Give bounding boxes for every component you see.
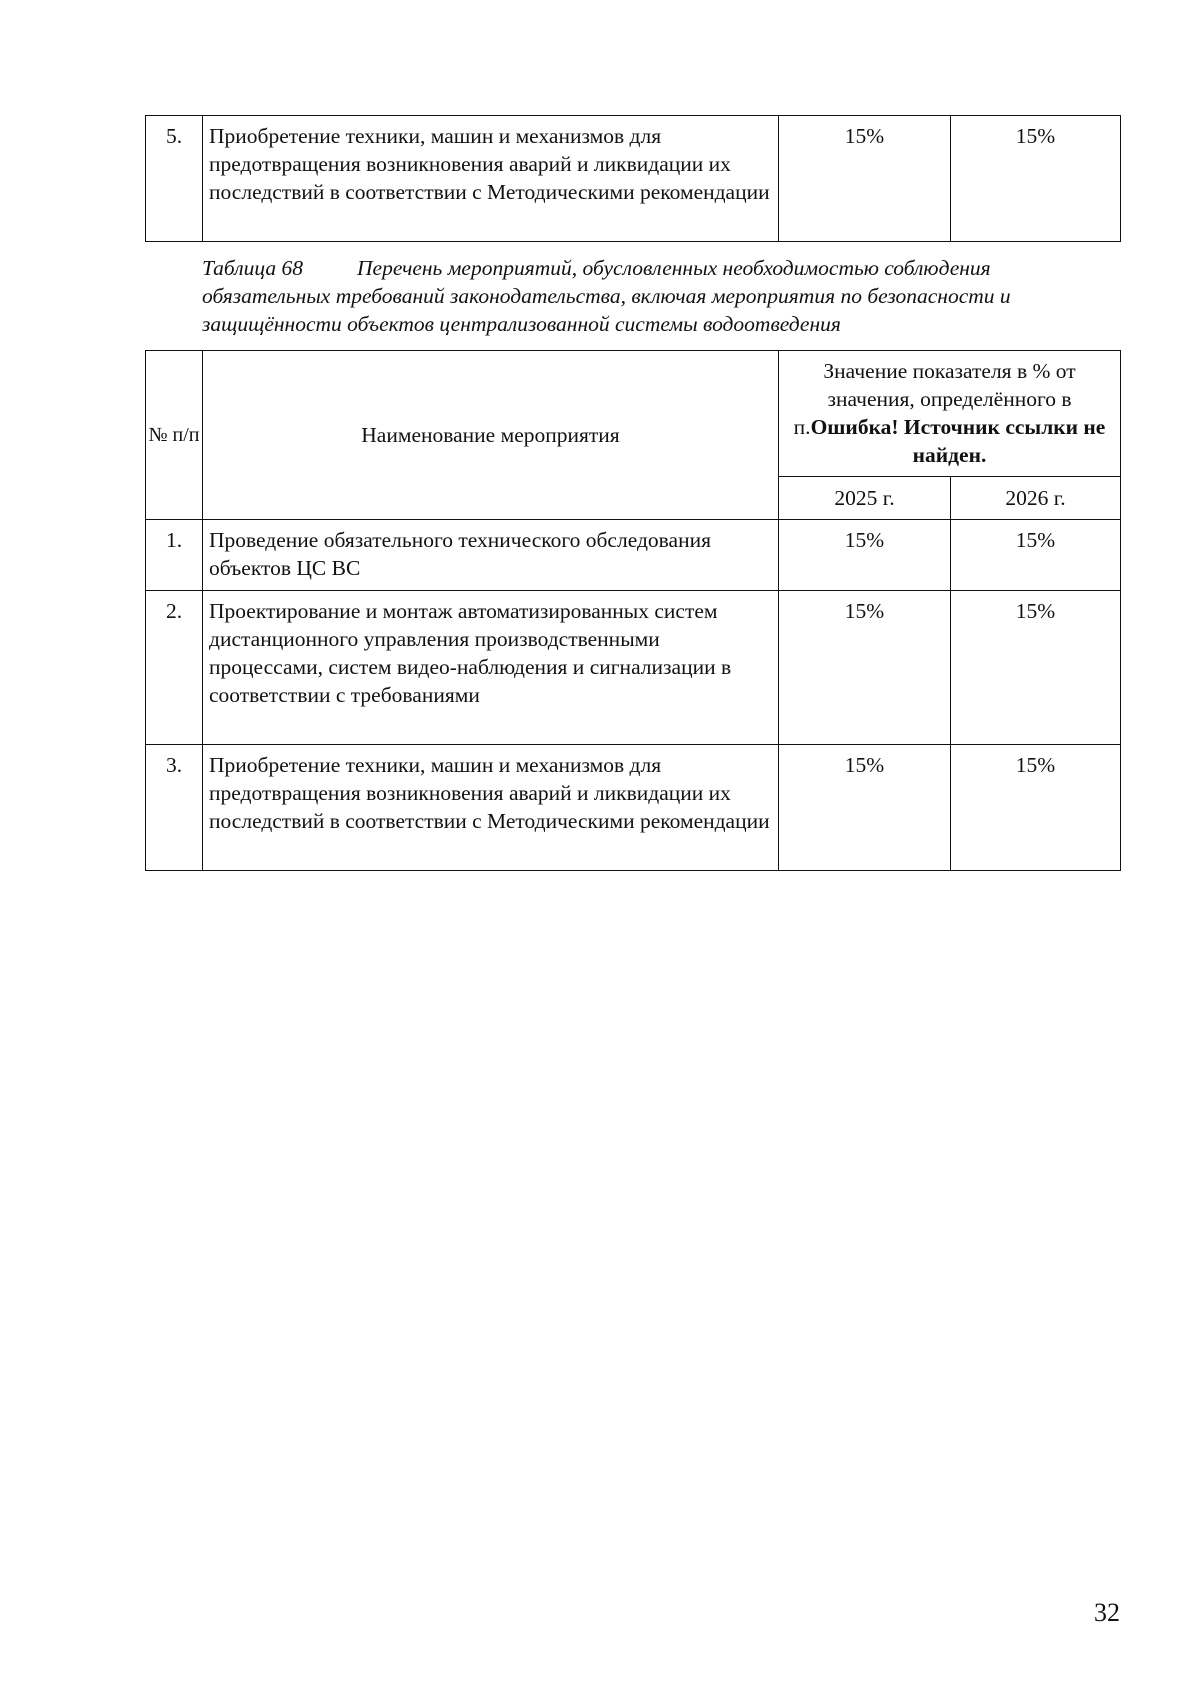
value-2026: 15% (951, 591, 1121, 745)
value-2026: 15% (951, 520, 1121, 591)
header-name: Наименование мероприятия (203, 351, 779, 520)
row-number: 5. (146, 116, 203, 242)
value-2025: 15% (779, 745, 951, 871)
table-caption-number: Таблица 68 (202, 256, 303, 280)
measure-name: Проектирование и монтаж автоматизированных систем дистанционного управления производственными процессами, систем видео-наблюдения и сигнализации в соответствии с требованиями (203, 591, 779, 745)
table-row (146, 520, 1121, 591)
header-value-error: Ошибка! Источник ссылки не найден. (810, 415, 1106, 467)
value-2025: 15% (779, 591, 951, 745)
measures-table (145, 350, 1121, 871)
measure-name: Проведение обязательного технического обследования объектов ЦС ВС (203, 520, 779, 591)
measure-name: Приобретение техники, машин и механизмов для предотвращения возникновения аварий и ликвидации их последствий в соответствии с Методическими рекомендации (203, 116, 779, 242)
table-row (146, 116, 1121, 242)
table-row (146, 745, 1121, 871)
table-caption-text: Перечень мероприятий, обусловленных необходимостью соблюдения обязательных требований законодательства, включая мероприятия по безопасности и защищённости объектов централизованной системы водоотведения (202, 256, 1011, 336)
page-number: 32 (1094, 1598, 1120, 1627)
table-header-row (146, 351, 1121, 477)
table-row (146, 591, 1121, 745)
header-year-2026: 2026 г. (951, 477, 1121, 520)
value-2025: 15% (779, 520, 951, 591)
value-2026: 15% (951, 116, 1121, 242)
row-number: 1. (146, 520, 203, 591)
value-2025: 15% (779, 116, 951, 242)
measure-name: Приобретение техники, машин и механизмов для предотвращения возникновения аварий и ликвидации их последствий в соответствии с Методическими рекомендации (203, 745, 779, 871)
table-caption (202, 254, 1120, 338)
value-2026: 15% (951, 745, 1121, 871)
header-year-2025: 2025 г. (779, 477, 951, 520)
header-value-prefix: Значение показателя в % от значения, определённого в п. (793, 359, 1076, 439)
header-value (779, 351, 1121, 477)
header-number: № п/п (146, 351, 203, 520)
row-number: 3. (146, 745, 203, 871)
row-number: 2. (146, 591, 203, 745)
continued-table (145, 115, 1121, 242)
